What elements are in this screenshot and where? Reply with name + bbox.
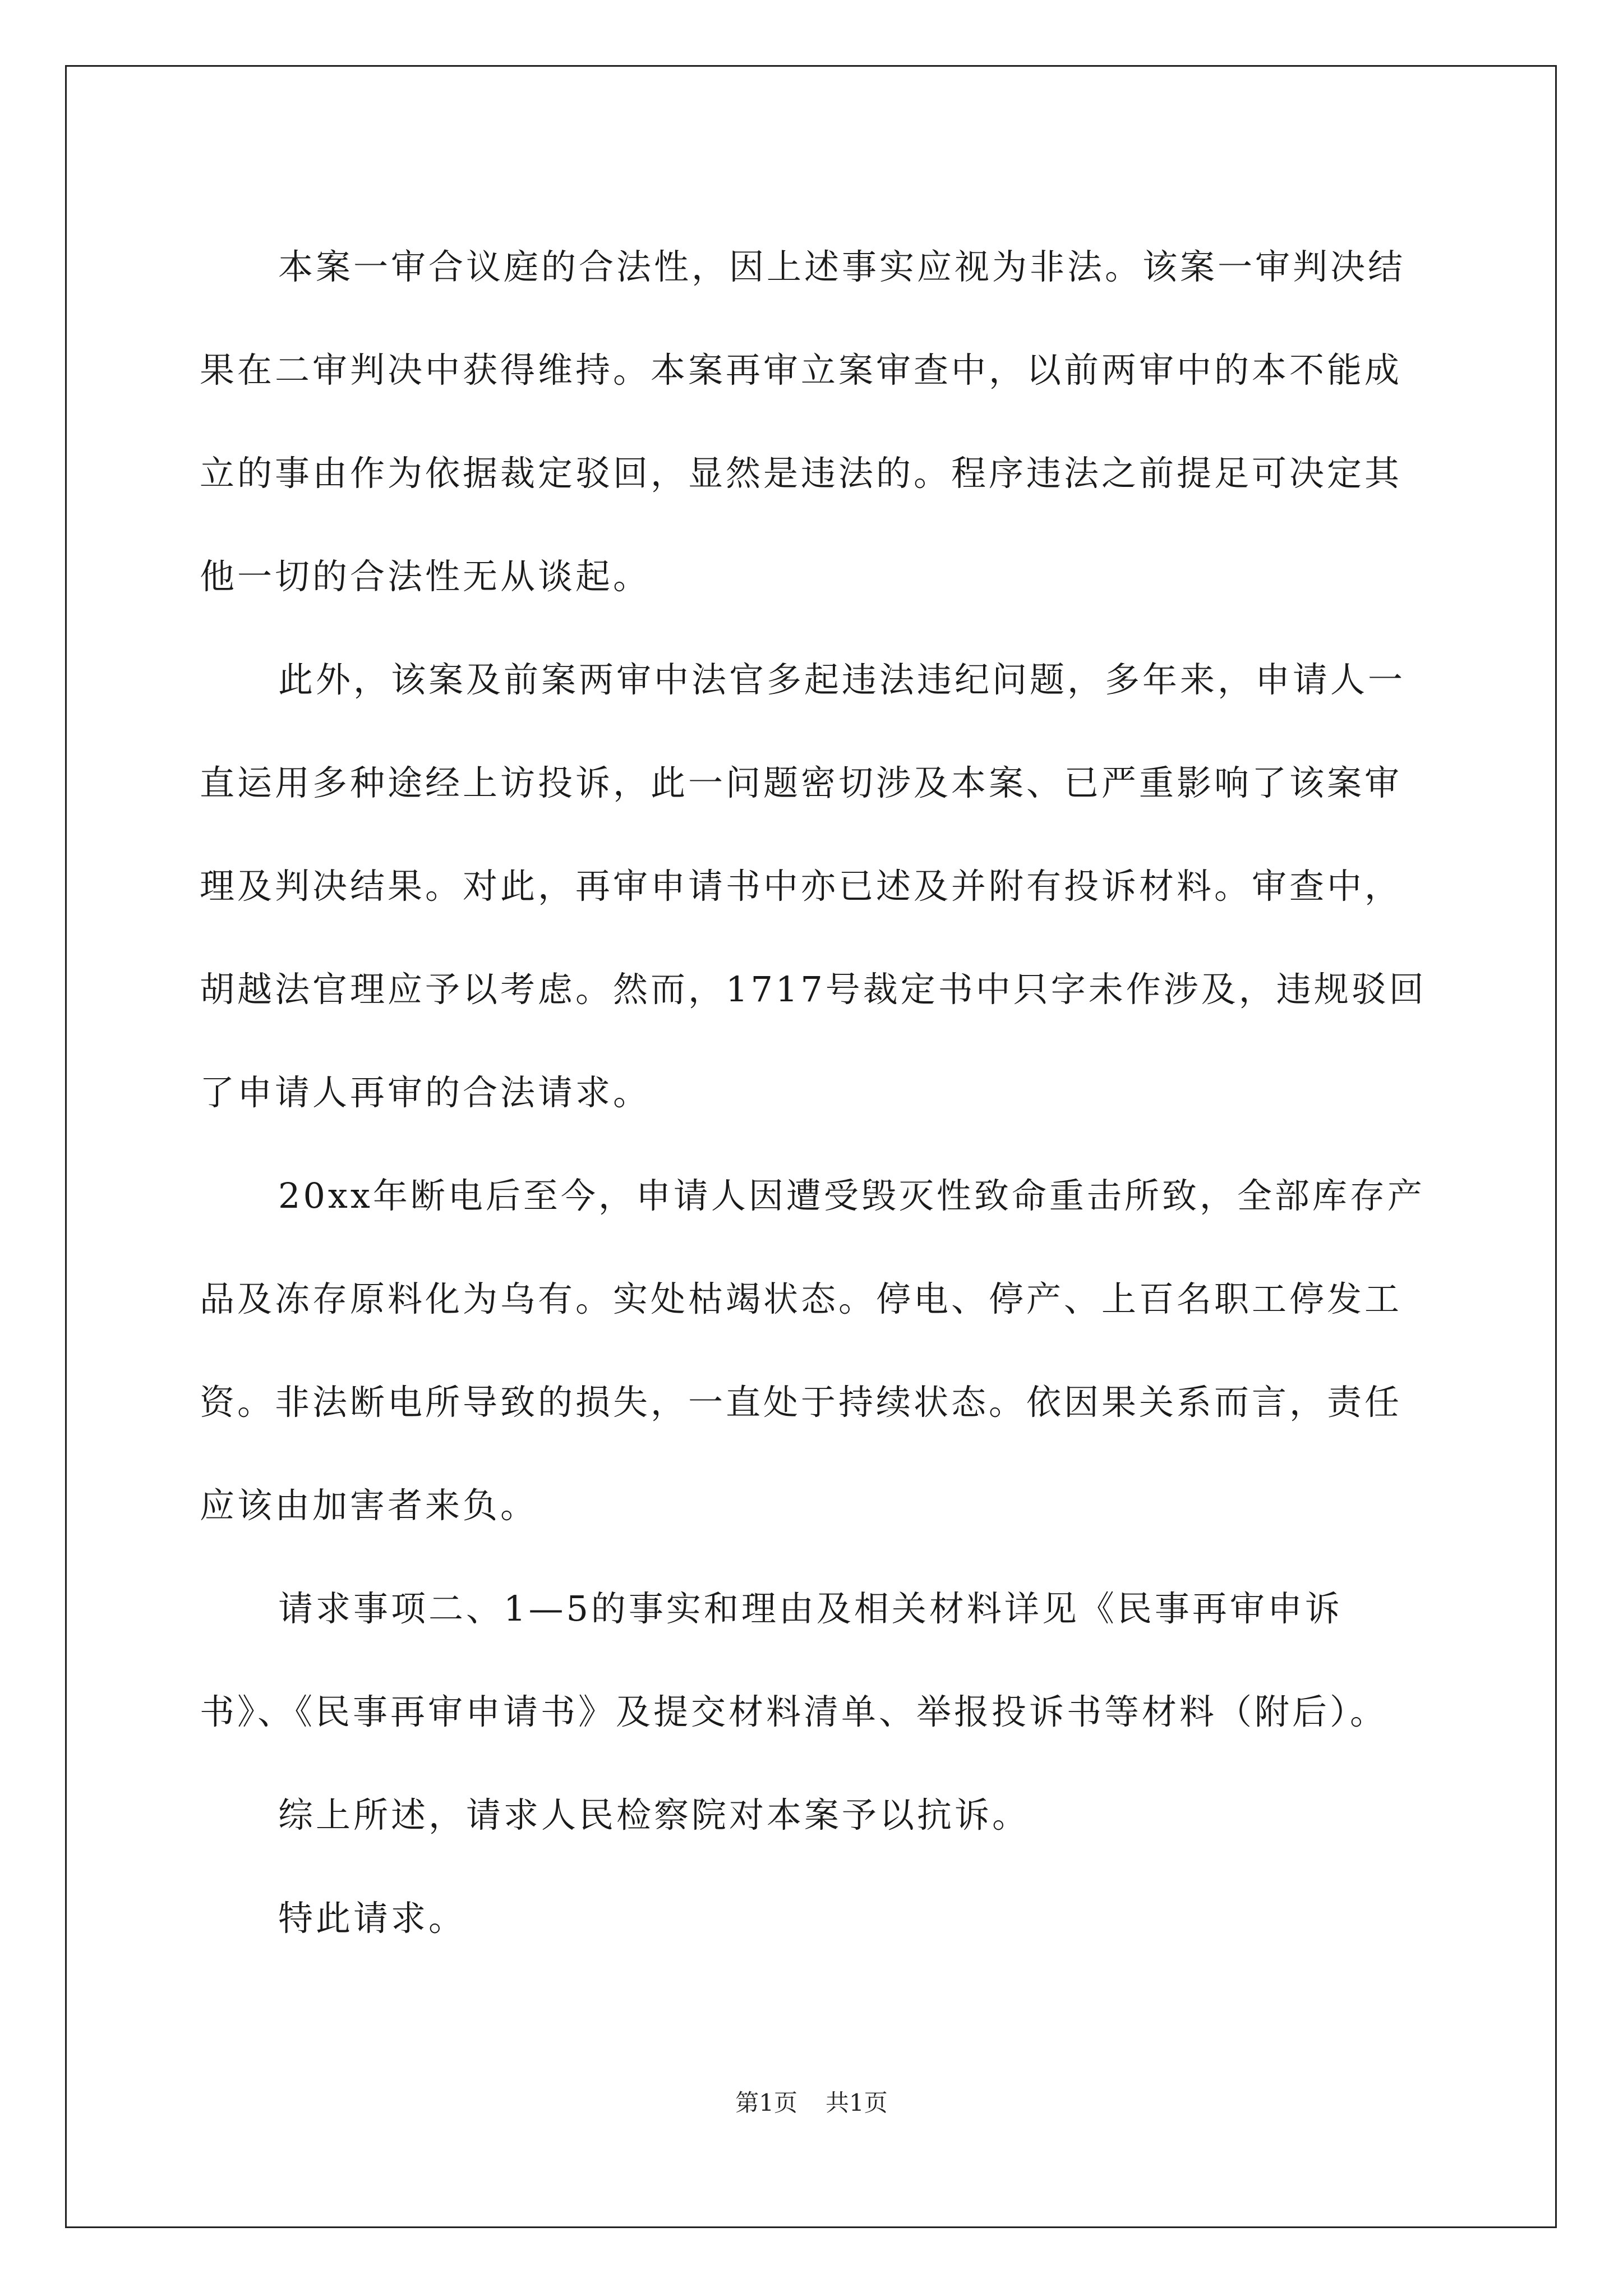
document-body: [200, 215, 1433, 1970]
paragraph-supporting-materials: 请求事项二、1—5的事实和理由及相关材料详见《民事再审申诉书》、《民事再审申请书》及提交材料清单、举报投诉书等材料（附后）。: [200, 1588, 1388, 1732]
page-footer: [0, 2085, 1623, 2118]
page-number: 第1页: [735, 2089, 797, 2116]
page-total: 共1页: [826, 2089, 888, 2116]
paragraph-conclusion: 综上所述，请求人民检察院对本案予以抗诉。: [278, 1795, 1030, 1835]
paragraph-closing: 特此请求。: [278, 1898, 467, 1939]
paragraph-power-cut-losses: 20xx年断电后至今，申请人因遭受毁灭性致命重击所致，全部库存产品及冻存原料化为乌有。实处枯竭状态。停电、停产、上百名职工停发工资。非法断电所导致的损失，一直处于持续状态。依因果关系而言，责任应该由加害者来负。: [200, 1175, 1425, 1526]
paragraph-procedural-legality: 本案一审合议庭的合法性，因上述事实应视为非法。该案一审判决结果在二审判决中获得维持。本案再审立案审查中，以前两审中的本不能成立的事由作为依据裁定驳回，显然是违法的。程序违法之前提足可决定其他一切的合法性无从谈起。: [200, 246, 1406, 597]
paragraph-judge-misconduct: 此外，该案及前案两审中法官多起违法违纪问题，多年来，申请人一直运用多种途经上访投诉，此一问题密切涉及本案、已严重影响了该案审理及判决结果。对此，再审申请书中亦已述及并附有投诉材料。审查中，胡越法官理应予以考虑。然而，1717号裁定书中只字未作涉及，违规驳回了申请人再审的合法请求。: [200, 659, 1427, 1113]
